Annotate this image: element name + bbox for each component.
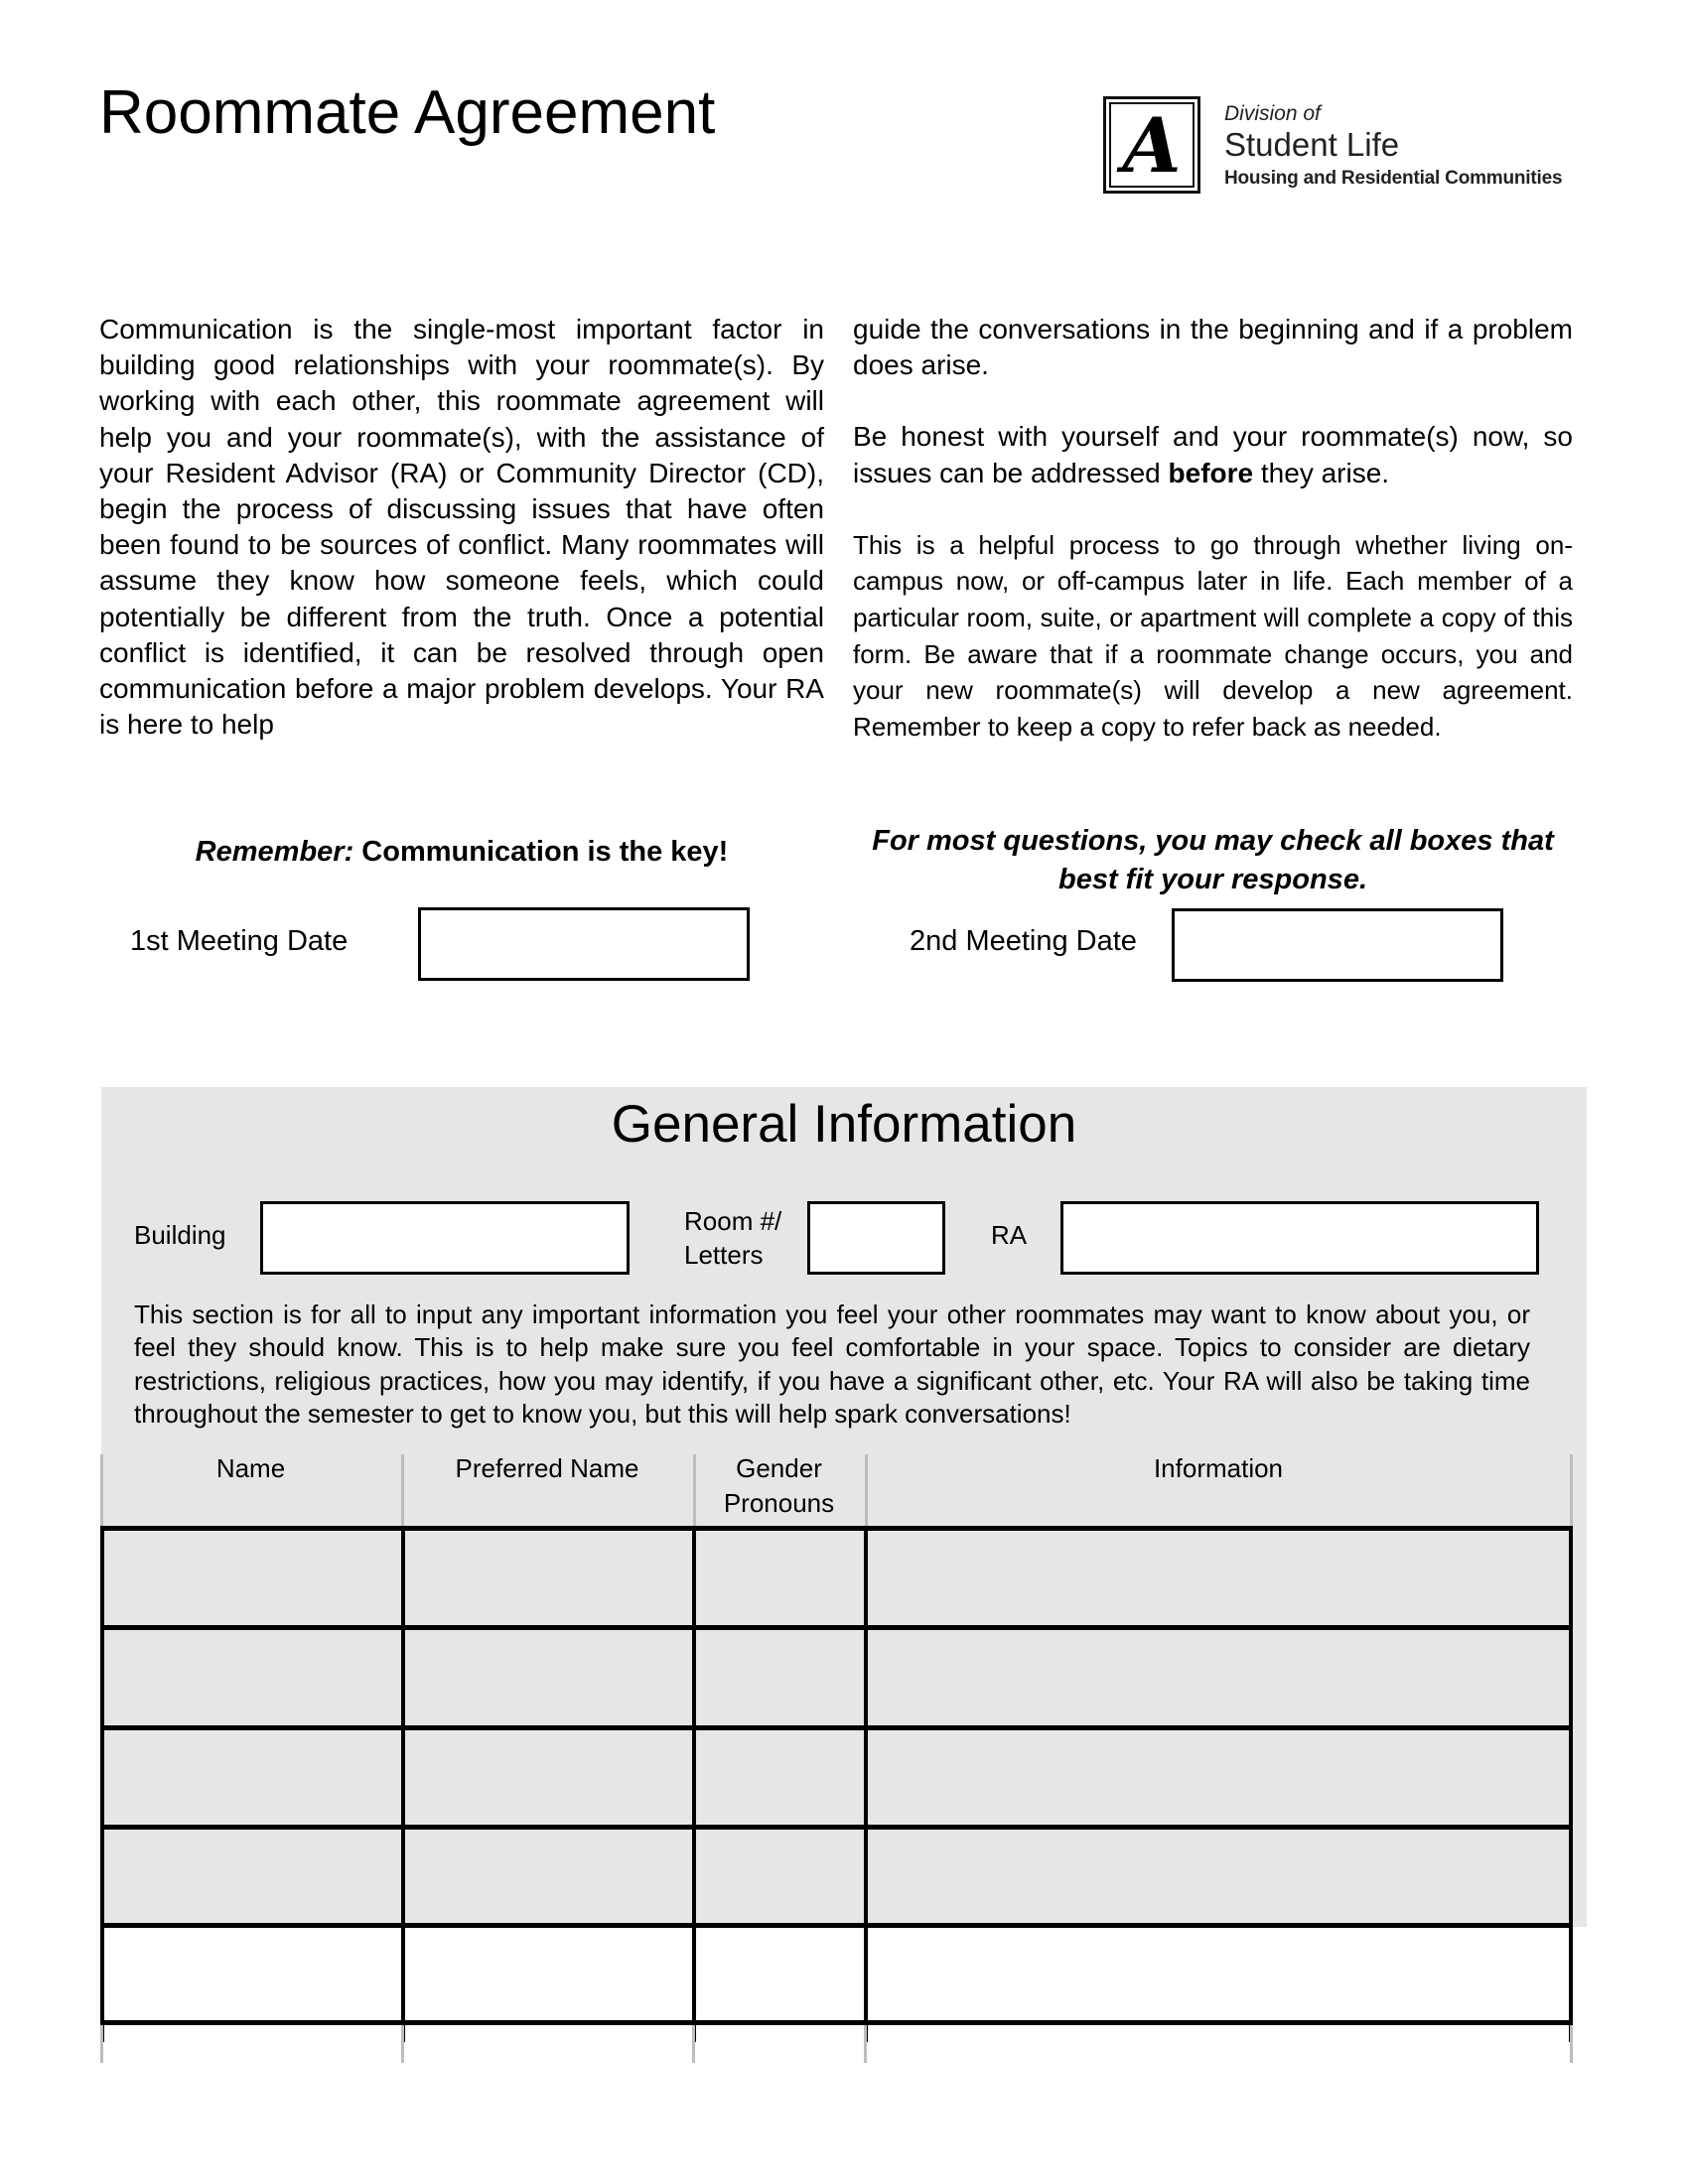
- table-cell-name[interactable]: [105, 1928, 400, 2019]
- table-cell-name[interactable]: [105, 1830, 400, 1922]
- table-row-line: [100, 2020, 1573, 2025]
- honesty-text-bold: before: [1168, 457, 1254, 488]
- honesty-text-pre: Be honest with yourself and your roommate(s) now, so issues can be addressed: [853, 421, 1573, 488]
- logo-mark: A: [1122, 101, 1182, 190]
- table-continuation-line: [1570, 2025, 1573, 2063]
- column-header-gender: Gender: [736, 1453, 822, 1483]
- table-cell-name[interactable]: [105, 1531, 400, 1625]
- section-description: This section is for all to input any important information you feel your other roommates may want to know about you, or feel they should know. This is to help make sure you feel comfortable in your space. Topics to consider are dietary restrictions, religious practices, how you may identify, if you have a significant other, etc. Your RA will also be taking time throughout the semester to get to know you, but this will help spark conversations!: [134, 1299, 1530, 1429]
- table-cell-preferred-name[interactable]: [406, 1830, 691, 1922]
- table-cell-preferred-name[interactable]: [406, 1630, 691, 1724]
- second-meeting-label: 2nd Meeting Date: [910, 925, 1137, 957]
- table-border-right: [1569, 1526, 1573, 2042]
- column-header-gender-pronouns: [693, 1451, 865, 1521]
- table-cell-name[interactable]: [105, 1630, 400, 1724]
- table-cell-name[interactable]: [105, 1730, 400, 1824]
- logo-unit: Housing and Residential Communities: [1224, 168, 1563, 189]
- table-cell-pronouns[interactable]: [697, 1730, 863, 1824]
- table-continuation-line: [692, 2025, 695, 2063]
- table-cell-information[interactable]: [869, 1531, 1568, 1625]
- first-meeting-label: 1st Meeting Date: [130, 925, 349, 957]
- building-label: Building: [134, 1220, 226, 1250]
- column-header-information: Information: [1153, 1453, 1284, 1483]
- process-paragraph: This is a helpful process to go through whether living on-campus now, or off-campus later in life. Each member of a particular room, suite, or apartment will complete a copy of this form. Be aware that if a roommate change occurs, you and your new roommate(s) will develop a new agreement. Remember to keep a copy to refer back as needed.: [853, 529, 1573, 742]
- column-header-pronouns: Pronouns: [723, 1488, 835, 1518]
- intro-continuation-paragraph: guide the conversations in the beginning and if a problem does arise.: [853, 314, 1573, 381]
- logo-student-life: Student Life: [1224, 126, 1400, 163]
- logo-division-of: Division of: [1224, 102, 1321, 125]
- reminder-body: Communication is the key!: [353, 836, 729, 868]
- table-border-left: [100, 1526, 104, 2042]
- table-continuation-line: [401, 2025, 404, 2063]
- table-cell-information[interactable]: [869, 1830, 1568, 1922]
- table-cell-information[interactable]: [869, 1630, 1568, 1724]
- room-label-line2: Letters: [684, 1240, 764, 1270]
- honesty-text-post: they arise.: [1253, 457, 1390, 488]
- reminder-prefix: Remember:: [195, 836, 354, 868]
- table-cell-pronouns[interactable]: [697, 1531, 863, 1625]
- table-column-divider: [864, 1526, 868, 2042]
- table-cell-preferred-name[interactable]: [406, 1730, 691, 1824]
- column-header-preferred-name: Preferred Name: [455, 1453, 639, 1483]
- section-title: General Information: [611, 1095, 1077, 1154]
- table-column-divider: [692, 1526, 696, 2042]
- table-cell-information[interactable]: [869, 1928, 1568, 2019]
- ra-label: RA: [991, 1220, 1028, 1250]
- table-cell-pronouns[interactable]: [697, 1630, 863, 1724]
- table-cell-information[interactable]: [869, 1730, 1568, 1824]
- table-cell-pronouns[interactable]: [697, 1928, 863, 2019]
- table-cell-pronouns[interactable]: [697, 1830, 863, 1922]
- page-title: Roommate Agreement: [99, 78, 716, 147]
- column-header-name: Name: [215, 1453, 286, 1483]
- instructions-text: For most questions, you may check all boxes that best fit your response.: [872, 825, 1554, 895]
- table-column-divider: [401, 1526, 405, 2042]
- room-label-line1: Room #/: [684, 1206, 782, 1236]
- intro-paragraph: Communication is the single-most important factor in building good relationships with your roommate(s). By working with each other, this roommate agreement will help you and your roommate(s), with the assistance of your Resident Advisor (RA) or Community Director (CD), begin the process of discussing issues that have often been found to be sources of conflict. Many roommates will assume they know how someone feels, which could potentially be different from the truth. Once a potential conflict is identified, it can be resolved through open communication before a major problem develops. Your RA is here to help: [99, 314, 824, 741]
- table-cell-preferred-name[interactable]: [406, 1928, 691, 2019]
- table-cell-preferred-name[interactable]: [406, 1531, 691, 1625]
- table-continuation-line: [864, 2025, 867, 2063]
- table-continuation-line: [100, 2025, 103, 2063]
